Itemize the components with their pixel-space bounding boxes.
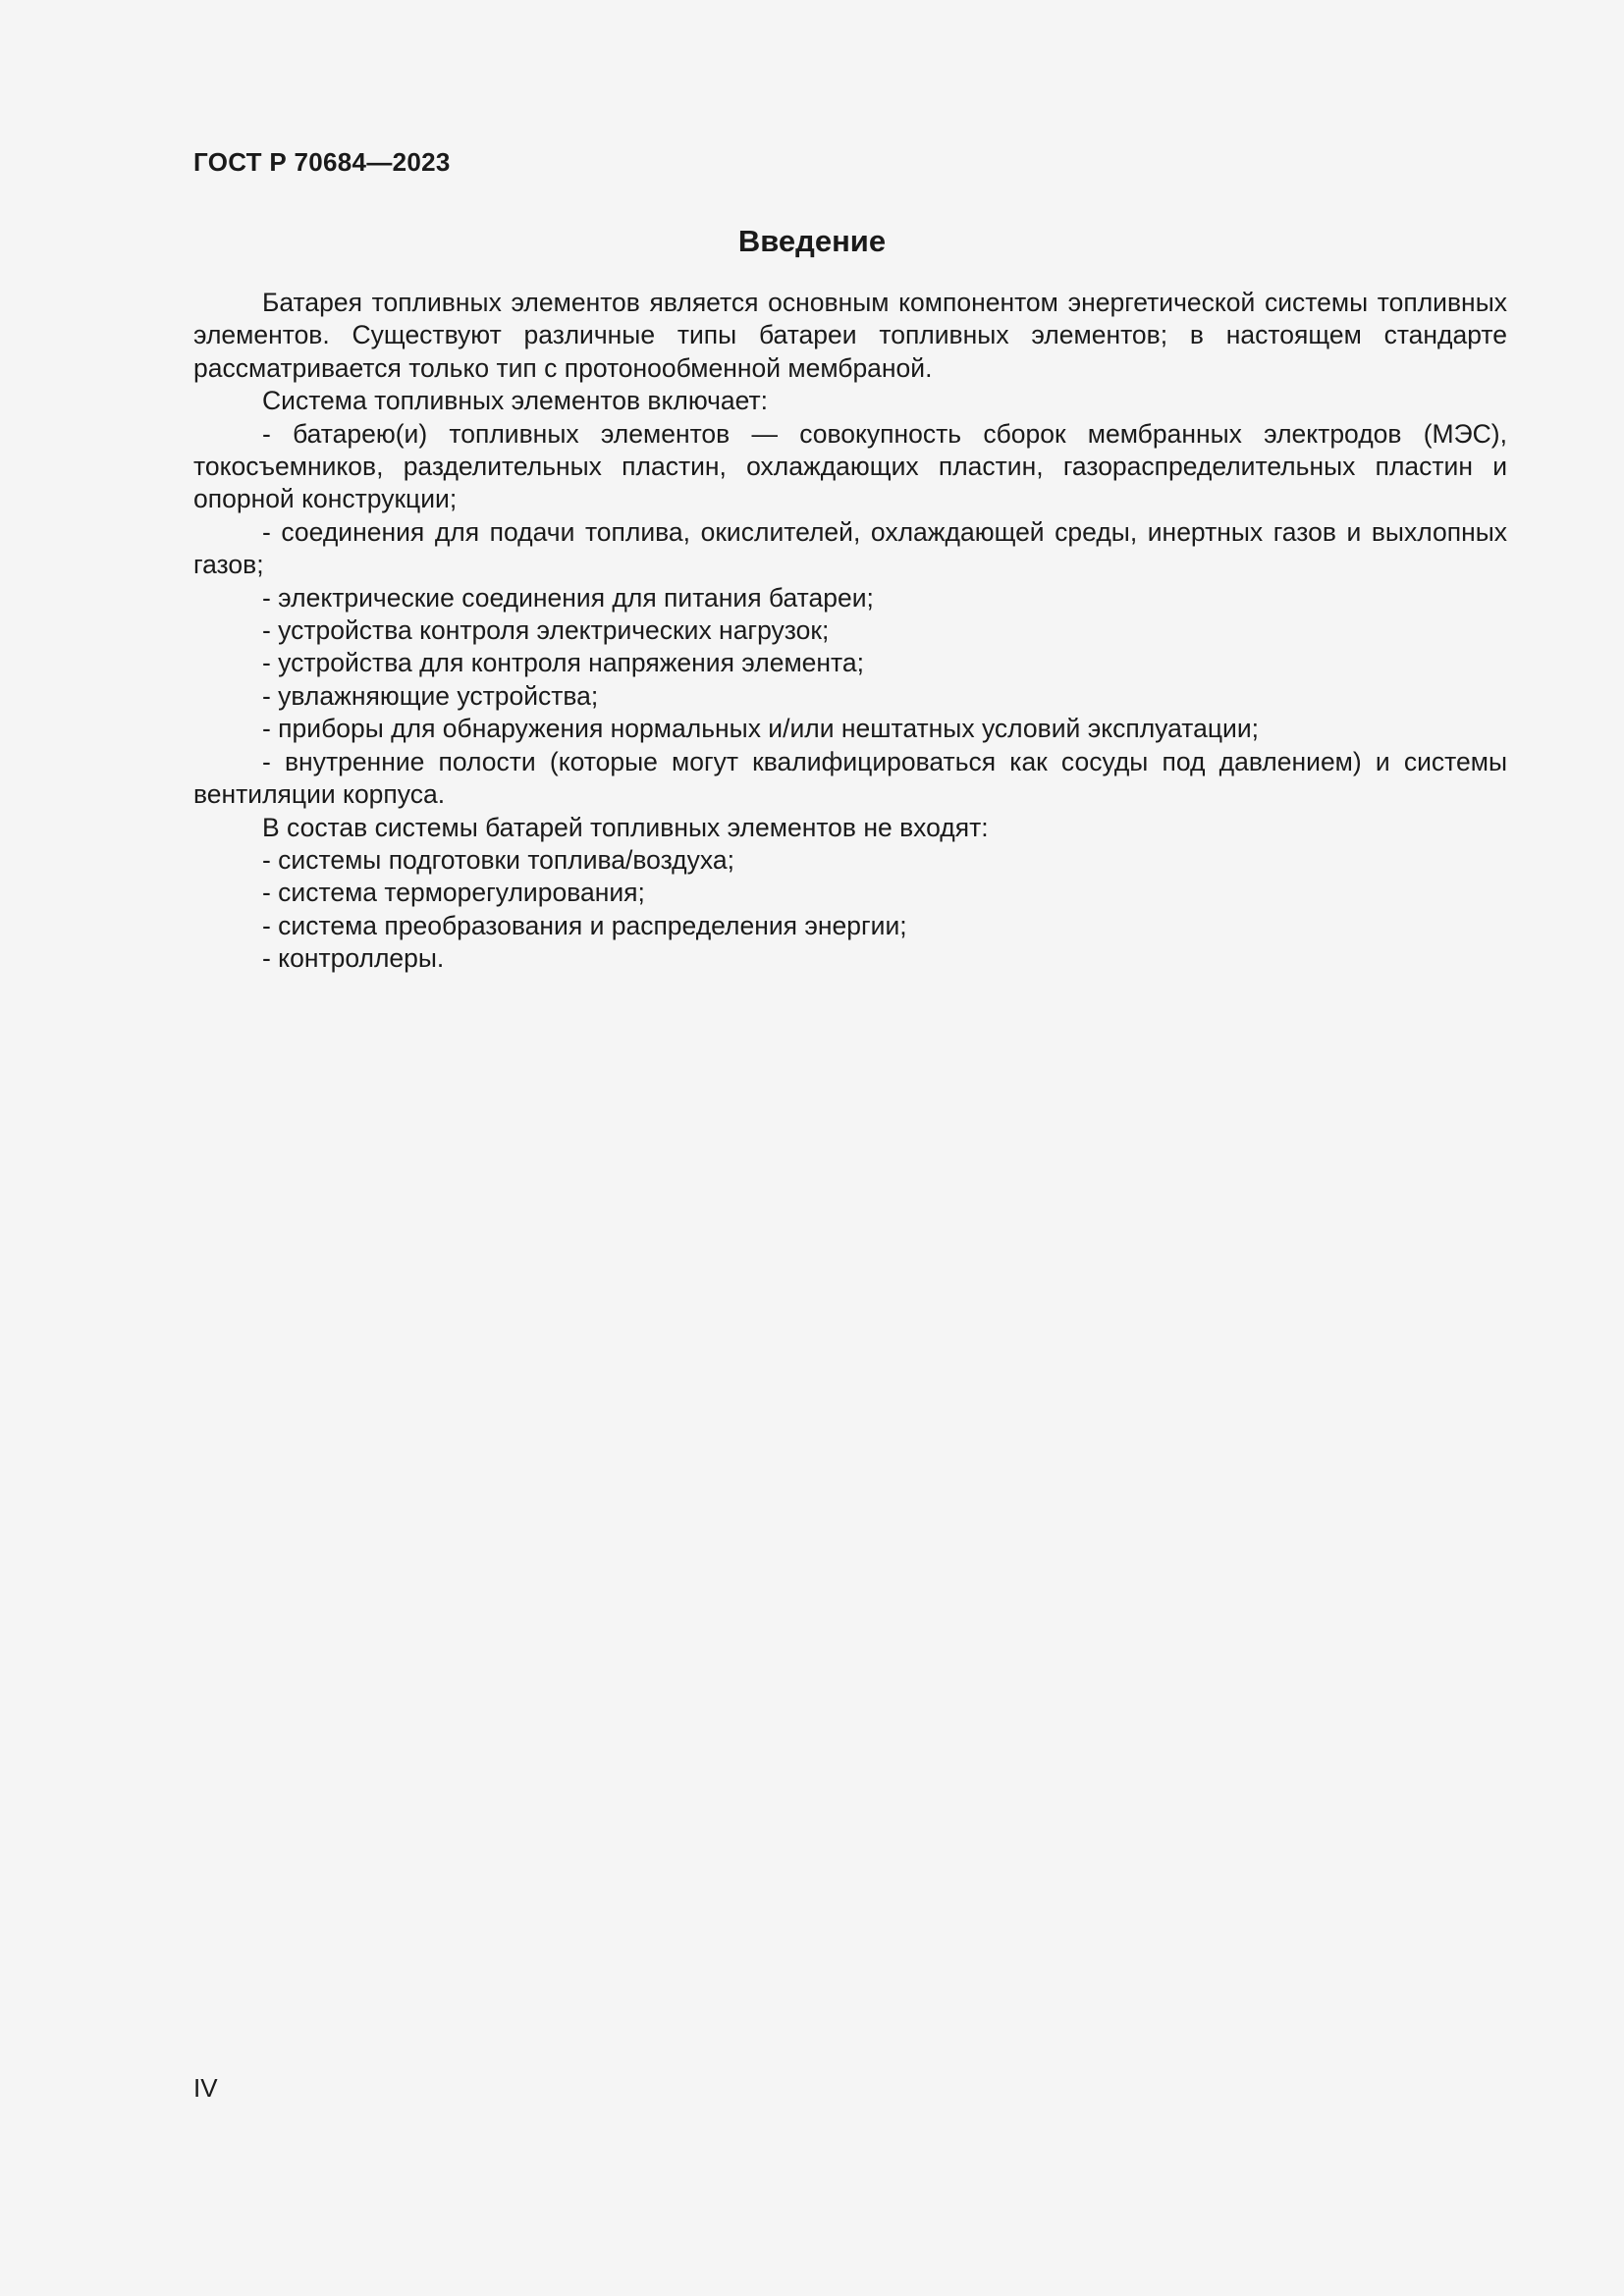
list-item: - приборы для обнаружения нормальных и/или нештатных условий эксплуатации;	[262, 714, 1260, 744]
list-item: - системы подготовки топлива/воздуха;	[262, 844, 734, 875]
body-text	[193, 287, 1507, 976]
list-item: - соединения для подачи топлива, окислителей, охлаждающей среды, инертных газов и выхлопных газов;	[193, 516, 1507, 580]
paragraph-intro: Батарея топливных элементов является основным компонентом энергетической системы топливных элементов. Существуют различные типы батареи топливных элементов; в настоящем стандарте рассматривается только тип с протонообменной мембраной.	[193, 288, 1507, 383]
list-item: - устройства контроля электрических нагрузок;	[262, 615, 830, 646]
section-title: Введение	[737, 224, 887, 258]
list-item: - увлажняющие устройства;	[262, 680, 599, 711]
list-item: - система терморегулирования;	[262, 878, 645, 908]
list-item: - батарею(и) топливных элементов — совокупность сборок мембранных электродов (МЭС), токосъемников, разделительных пластин, охлаждающих пластин, газораспределительных пластин и опорной конструкции;	[193, 418, 1507, 514]
page-number: IV	[193, 2073, 218, 2103]
list-item: - внутренние полости (которые могут квалифицироваться как сосуды под давлением) и системы вентиляции корпуса.	[193, 746, 1507, 810]
list-item: - система преобразования и распределения энергии;	[262, 910, 907, 940]
list-item: - электрические соединения для питания батареи;	[262, 582, 874, 613]
paragraph-system-includes: Система топливных элементов включает:	[262, 386, 769, 416]
list-item: - устройства для контроля напряжения элемента;	[262, 648, 864, 678]
document-header: ГОСТ Р 70684—2023	[193, 147, 451, 177]
list-item: - контроллеры.	[262, 943, 445, 974]
paragraph-not-included: В состав системы батарей топливных элементов не входят:	[262, 812, 989, 842]
